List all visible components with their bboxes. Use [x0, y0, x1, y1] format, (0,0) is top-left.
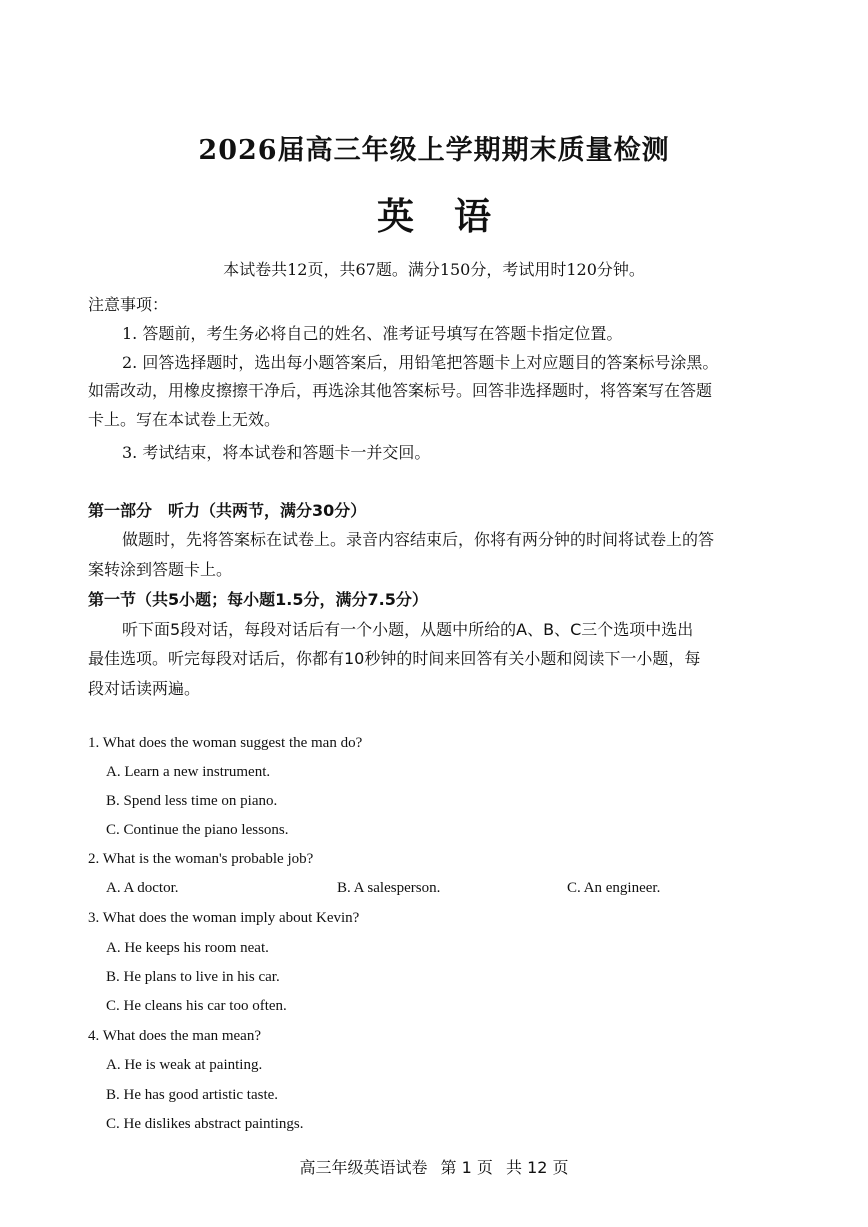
option: C. Continue the piano lessons. [106, 822, 289, 838]
option: C. He cleans his car too often. [106, 998, 287, 1014]
question-stem: 4. What does the man mean? [88, 1028, 261, 1044]
option: B. Spend less time on piano. [106, 793, 278, 809]
question-stem: 3. What does the woman imply about Kevin? [88, 910, 360, 926]
notice-item-1: 1. 答题前，考生务必将自己的姓名、准考证号填写在答题卡指定位置。 [122, 324, 623, 343]
option: C. An engineer. [567, 880, 661, 896]
option: A. He is weak at painting. [106, 1057, 263, 1073]
subject-title: 英语 [377, 194, 531, 238]
option: A. A doctor. [106, 880, 179, 896]
option: B. He plans to live in his car. [106, 969, 280, 985]
notice-item-2-cont: 如需改动，用橡皮擦擦干净后，再选涂其他答案标号。回答非选择题时，将答案写在答题 [88, 381, 713, 400]
part-instructions-cont: 案转涂到答题卡上。 [88, 560, 233, 579]
part-instructions: 做题时，先将答案标在试卷上。录音内容结束后，你将有两分钟的时间将试卷上的答 [122, 530, 715, 549]
exam-title: 2026届高三年级上学期期末质量检测 [198, 135, 670, 166]
section-instructions-end: 段对话读两遍。 [88, 679, 201, 698]
question-stem: 1. What does the woman suggest the man do? [88, 735, 363, 751]
option: A. Learn a new instrument. [106, 764, 271, 780]
page-footer [0, 1155, 868, 1178]
option: B. A salesperson. [337, 880, 441, 896]
footer-page-number: 第 1 页 [440, 1158, 493, 1177]
option: A. He keeps his room neat. [106, 940, 269, 956]
section-instructions-cont: 最佳选项。听完每段对话后，你都有10秒钟的时间来回答有关小题和阅读下一小题，每 [88, 649, 701, 668]
exam-info: 本试卷共12页，共67题。满分150分，考试用时120分钟。 [223, 260, 645, 279]
option: B. He has good artistic taste. [106, 1087, 279, 1103]
section-instructions: 听下面5段对话，每段对话后有一个小题，从题中所给的A、B、C三个选项中选出 [122, 620, 694, 639]
notice-item-2-end: 卡上。写在本试卷上无效。 [88, 410, 281, 429]
notice-item-3: 3. 考试结束，将本试卷和答题卡一并交回。 [122, 443, 431, 462]
option: C. He dislikes abstract paintings. [106, 1116, 304, 1132]
part-heading: 第一部分 听力（共两节，满分30分） [88, 501, 367, 520]
footer-paper-name: 高三年级英语试卷 [299, 1158, 428, 1177]
question-stem: 2. What is the woman's probable job? [88, 851, 314, 867]
notice-item-2: 2. 回答选择题时，选出每小题答案后，用铅笔把答题卡上对应题目的答案标号涂黑。 [122, 353, 719, 372]
notice-heading: 注意事项： [88, 295, 169, 314]
section-heading: 第一节（共5小题；每小题1.5分，满分7.5分） [88, 590, 428, 609]
footer-total-pages: 共 12 页 [506, 1158, 569, 1177]
